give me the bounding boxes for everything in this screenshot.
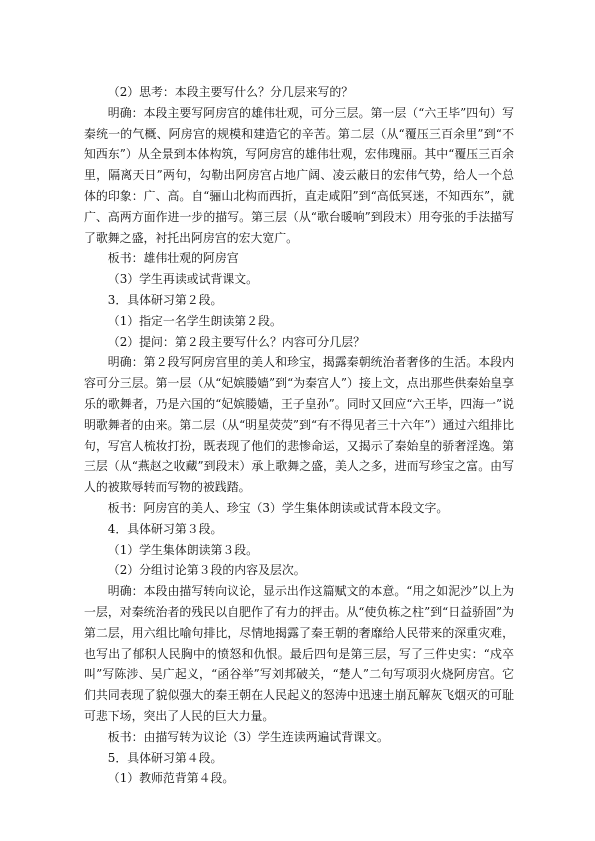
heading-study-section4: 5．具体研习第４段。 xyxy=(107,750,223,765)
document-page xyxy=(84,82,514,789)
paragraph-read-section2: （1）指定一名学生朗读第２段。 xyxy=(107,313,282,328)
paragraph-board-note-1: 板书：雄伟壮观的阿房宫 xyxy=(107,251,239,266)
heading-study-section2: 3．具体研习第２段。 xyxy=(107,292,223,307)
paragraph-question-section2: （2）提问：第２段主要写什么？内容可分几层？ xyxy=(107,334,366,349)
paragraph-teacher-recite: （1）教师范背第４段。 xyxy=(107,771,235,786)
paragraph-answer-section3: 明确：本段由描写转向议论，显示出作这篇赋文的本意。“用之如泥沙”以上为一层，对秦统治者的残民以自肥作了有力的抨击。从“使负栋之柱”到“日益骄固”为第二层，用六组比喻句排比，尽情地揭露了秦王朝的奢靡给人民带来的深重灾难，也写出了郁积人民胸中的愤怒和仇恨。最后四句是第三层，写了三件史实：“戍卒叫”写陈涉、吴广起义，“函谷举”写刘邦破关，“楚人”二句写项羽火烧阿房宫。它们共同表现了貌似强大的秦王朝在人民起义的怒涛中迅速土崩瓦解灰飞烟灭的可耻可悲下场，突出了人民的巨大力量。 xyxy=(84,584,514,723)
paragraph-answer-section2: 明确：第２段写阿房宫里的美人和珍宝，揭露秦朝统治者奢侈的生活。本段内容可分三层。第一层（从“妃嫔媵嫱”到“为秦宫人”）接上文，点出那些供秦始皇享乐的歌舞者，乃是六国的“妃嫔媵嫱，王子皇孙”。同时又回应“六王毕，四海一”说明歌舞者的由来。第二层（从“明星荧荧”到“有不得见者三十六年”）通过六组排比句，写宫人梳妆打扮，既表现了他们的悲惨命运，又揭示了秦始皇的骄奢淫逸。第三层（从“燕赵之收藏”到段末）承上歌舞之盛，美人之多，进而写珍宝之富。由写人的被欺辱转而写物的被践踏。 xyxy=(84,355,514,495)
paragraph-read-section3: （1）学生集体朗读第３段。 xyxy=(107,542,259,557)
paragraph-answer-section1: 明确：本段主要写阿房宫的雄伟壮观，可分三层。第一层（“六王毕”四句）写秦统一的气概、阿房宫的规模和建造它的辛苦。第二层（从“覆压三百余里”到“不知西东”）从全景到本体构筑，写阿房宫的雄伟壮观，宏伟瑰丽。其中“覆压三百余里，隔离天日”两句，勾勒出阿房宫占地广阔、凌云蔽日的宏伟气势，给人一个总体的印象：广、高。自“骊山北构而西折，直走咸阳”到“高低冥迷，不知西东”，就广、高两方面作进一步的描写。第三层（从“歌台暖响”到段末）用夸张的手法描写了歌舞之盛，衬托出阿房宫的宏大宽广。 xyxy=(84,105,514,245)
paragraph-discuss-section3: （2）分组讨论第３段的内容及层次。 xyxy=(107,563,306,578)
heading-study-section3: 4．具体研习第３段。 xyxy=(107,521,223,536)
paragraph-board-note-2: 板书：阿房宫的美人、珍宝（3）学生集体朗读或试背本段文字。 xyxy=(107,500,449,515)
paragraph-board-note-3: 板书：由描写转为议论（3）学生连读两遍试背课文。 xyxy=(107,729,389,744)
paragraph-think-question: （2）思考：本段主要写什么？分几层来写的？ xyxy=(107,85,354,99)
paragraph-reread: （3）学生再读或试背课文。 xyxy=(107,272,259,287)
